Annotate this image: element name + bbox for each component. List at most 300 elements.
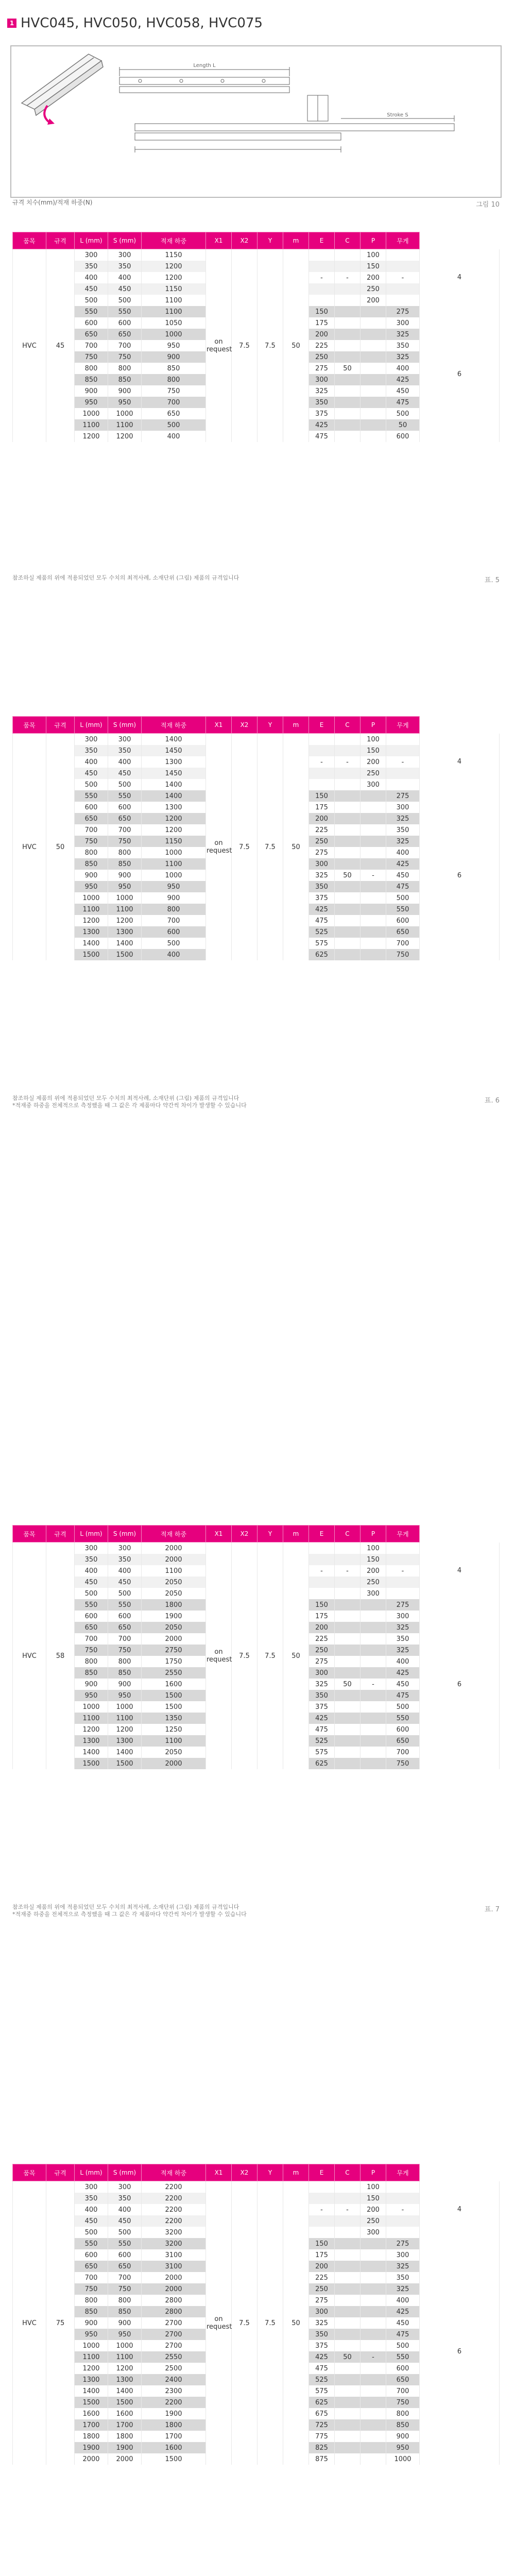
cell-value xyxy=(360,2272,386,2283)
column-header: C xyxy=(335,2164,360,2181)
cell-unit_note: on request xyxy=(206,1543,232,1770)
cell-value: - xyxy=(360,870,386,881)
cell-value: 950 xyxy=(75,1690,108,1701)
cell-value xyxy=(360,2442,386,2453)
cell-value: - xyxy=(386,272,420,283)
cell-value: 1100 xyxy=(108,419,142,431)
cell-load: 900 xyxy=(142,892,206,904)
column-header: C xyxy=(335,717,360,734)
cell-value: 50 xyxy=(386,419,420,431)
column-header: E xyxy=(309,717,335,734)
cell-value: 725 xyxy=(309,2419,335,2431)
cell-value: 275 xyxy=(386,790,420,802)
cell-value: 500 xyxy=(108,2227,142,2238)
cell-value xyxy=(309,283,335,295)
cell-value: 150 xyxy=(360,745,386,756)
cell-value: 450 xyxy=(108,1577,142,1588)
cell-value xyxy=(360,329,386,340)
cell-value: - xyxy=(360,2351,386,2363)
table-row xyxy=(13,734,500,745)
cell-value: 575 xyxy=(309,938,335,949)
cell-unit_note: on request xyxy=(206,249,232,443)
cell-value: 1500 xyxy=(108,949,142,960)
cell-value: 50 xyxy=(335,870,360,881)
cell-value: 450 xyxy=(75,768,108,779)
cell-value xyxy=(335,1588,360,1599)
cell-weight: 6 xyxy=(420,790,500,960)
cell-value xyxy=(335,397,360,408)
cell-value: 375 xyxy=(309,892,335,904)
cell-value xyxy=(335,858,360,870)
cell-value: 450 xyxy=(386,1679,420,1690)
column-header: 품목 xyxy=(13,232,46,249)
cell-value: 475 xyxy=(386,881,420,892)
cell-value xyxy=(360,892,386,904)
cell-value xyxy=(335,790,360,802)
cell-value: 1000 xyxy=(108,408,142,419)
cell-load: 1100 xyxy=(142,1735,206,1747)
cell-value: 1200 xyxy=(75,915,108,926)
cell-value: 300 xyxy=(386,802,420,813)
cell-load: 950 xyxy=(142,340,206,351)
cell-value: 350 xyxy=(386,824,420,836)
cell-value: 700 xyxy=(108,340,142,351)
cell-value: 950 xyxy=(386,2442,420,2453)
cell-value: 1100 xyxy=(75,1713,108,1724)
cell-load: 850 xyxy=(142,363,206,374)
cell-value: 350 xyxy=(108,2193,142,2204)
cell-value xyxy=(335,892,360,904)
cell-value xyxy=(309,2193,335,2204)
cell-value: 500 xyxy=(108,779,142,790)
cell-weight: 4 xyxy=(420,249,500,307)
cell-value: - xyxy=(309,2204,335,2215)
table-number: 표. 7 xyxy=(484,1906,500,1913)
cell-value: - xyxy=(386,756,420,768)
cell-value xyxy=(360,915,386,926)
cell-value: 650 xyxy=(108,1622,142,1633)
cell-value: 1400 xyxy=(75,938,108,949)
cell-value: 450 xyxy=(75,2215,108,2227)
cell-value xyxy=(335,385,360,397)
cell-load: 1100 xyxy=(142,1565,206,1577)
cell-value: 200 xyxy=(360,756,386,768)
cell-value xyxy=(335,2181,360,2193)
cell-value xyxy=(360,926,386,938)
cell-value: 350 xyxy=(386,2272,420,2283)
cell-value xyxy=(335,2329,360,2340)
cell-value: 250 xyxy=(360,1577,386,1588)
cell-load: 2000 xyxy=(142,2283,206,2295)
cell-value xyxy=(386,768,420,779)
cell-value: 475 xyxy=(309,915,335,926)
cell-value: 750 xyxy=(108,351,142,363)
cell-value: 1700 xyxy=(75,2419,108,2431)
cell-value xyxy=(360,1622,386,1633)
cell-value: 2000 xyxy=(108,2453,142,2465)
cell-unit_note: on request xyxy=(206,2181,232,2465)
cell-value: - xyxy=(309,756,335,768)
cell-value xyxy=(335,768,360,779)
cell-value: 1400 xyxy=(108,2385,142,2397)
column-header: 적재 하중 xyxy=(142,2164,206,2181)
cell-value xyxy=(335,374,360,385)
cell-load: 2700 xyxy=(142,2340,206,2351)
cell-value: 250 xyxy=(309,2283,335,2295)
cell-value: 1000 xyxy=(386,2453,420,2465)
cell-value xyxy=(335,1554,360,1565)
cell-value: 100 xyxy=(360,1543,386,1554)
cell-value: 1400 xyxy=(75,1747,108,1758)
column-header: 품목 xyxy=(13,717,46,734)
cell-value: 700 xyxy=(75,2272,108,2283)
cell-value: 500 xyxy=(386,1701,420,1713)
cell-value: 750 xyxy=(75,1645,108,1656)
cell-weight: 4 xyxy=(420,734,500,791)
column-header: 무게 xyxy=(386,232,420,249)
cell-value: 550 xyxy=(386,904,420,915)
cell-value: 425 xyxy=(309,1713,335,1724)
cell-value: 900 xyxy=(108,385,142,397)
cell-value xyxy=(360,2317,386,2329)
cell-value xyxy=(335,836,360,847)
cell-value: 300 xyxy=(309,858,335,870)
spec-table-hvc050 xyxy=(12,716,500,960)
column-header: 적재 하중 xyxy=(142,717,206,734)
cell-value xyxy=(335,734,360,745)
cell-value: 200 xyxy=(360,2204,386,2215)
cell-value: - xyxy=(335,756,360,768)
cell-value: 500 xyxy=(386,408,420,419)
cell-load: 1800 xyxy=(142,2419,206,2431)
table-footnote: 참조하실 제품의 위에 적용되었던 모두 수치의 최적사례, 소재단위 (그림) 제품의 규격입니다 xyxy=(12,574,239,581)
cell-value xyxy=(360,836,386,847)
cell-value: 650 xyxy=(386,2374,420,2385)
cell-load: 1350 xyxy=(142,1713,206,1724)
cell-value: 175 xyxy=(309,1611,335,1622)
cell-value: 300 xyxy=(75,734,108,745)
section-title: HVC045, HVC050, HVC058, HVC075 xyxy=(21,15,263,31)
cell-value: 900 xyxy=(75,870,108,881)
cell-value xyxy=(309,2215,335,2227)
cell-value: 700 xyxy=(108,824,142,836)
cell-value xyxy=(360,2261,386,2272)
cell-value: 375 xyxy=(309,2340,335,2351)
cell-value: 275 xyxy=(386,1599,420,1611)
cell-value xyxy=(360,2419,386,2431)
column-header: X1 xyxy=(206,717,232,734)
cell-value: 450 xyxy=(75,1577,108,1588)
cell-value: 1400 xyxy=(75,2385,108,2397)
cell-value xyxy=(335,340,360,351)
cell-value: 1100 xyxy=(75,419,108,431)
cell-value: 800 xyxy=(75,1656,108,1667)
cell-value: 200 xyxy=(360,295,386,306)
cell-value: 450 xyxy=(108,768,142,779)
cell-load: 2050 xyxy=(142,1622,206,1633)
cell-value: 1300 xyxy=(75,926,108,938)
cell-load: 1400 xyxy=(142,734,206,745)
cell-value xyxy=(335,915,360,926)
column-header: Y xyxy=(258,232,283,249)
cell-value: 150 xyxy=(360,2193,386,2204)
cell-value: 800 xyxy=(386,2408,420,2419)
cell-value: 1100 xyxy=(108,2351,142,2363)
cell-value: 525 xyxy=(309,1735,335,1747)
cell-value: 1200 xyxy=(108,915,142,926)
cell-load: 3100 xyxy=(142,2261,206,2272)
cell-value xyxy=(386,283,420,295)
cell-value xyxy=(335,1701,360,1713)
figure-number: 그림 10 xyxy=(476,201,500,209)
column-header: E xyxy=(309,1526,335,1543)
cell-value: 475 xyxy=(386,1690,420,1701)
cell-value xyxy=(309,2227,335,2238)
column-header: X2 xyxy=(232,717,258,734)
cell-load: 2000 xyxy=(142,1758,206,1769)
cell-value xyxy=(360,397,386,408)
cell-value: 700 xyxy=(75,824,108,836)
cell-value: 1400 xyxy=(108,1747,142,1758)
cell-value xyxy=(360,385,386,397)
column-header: S (mm) xyxy=(108,1526,142,1543)
cell-value xyxy=(360,419,386,431)
cell-value xyxy=(360,1656,386,1667)
cell-load: 2800 xyxy=(142,2306,206,2317)
cell-value xyxy=(335,2340,360,2351)
cell-value: - xyxy=(335,272,360,283)
cell-load: 2550 xyxy=(142,2351,206,2363)
cell-value: 850 xyxy=(75,858,108,870)
cell-value xyxy=(335,1690,360,1701)
cell-value: 500 xyxy=(75,1588,108,1599)
cell-load: 600 xyxy=(142,926,206,938)
cell-value: 1400 xyxy=(108,938,142,949)
cell-value xyxy=(360,847,386,858)
cell-code: HVC xyxy=(13,1543,46,1770)
cell-value xyxy=(335,813,360,824)
cell-value: 1300 xyxy=(75,2374,108,2385)
cell-value xyxy=(386,1543,420,1554)
cell-value: 850 xyxy=(386,2419,420,2431)
cell-value xyxy=(386,2181,420,2193)
cell-value xyxy=(360,1690,386,1701)
cell-value: 325 xyxy=(386,2283,420,2295)
section-header-hvc-series xyxy=(7,15,263,31)
cell-load: 1150 xyxy=(142,249,206,261)
cell-y: 50 xyxy=(283,249,309,443)
cell-value: 700 xyxy=(386,938,420,949)
cell-value: 300 xyxy=(75,2181,108,2193)
cell-value: 350 xyxy=(108,261,142,272)
cell-value: - xyxy=(309,1565,335,1577)
cell-value xyxy=(335,408,360,419)
cell-value: 250 xyxy=(309,1645,335,1656)
cell-value xyxy=(360,824,386,836)
cell-value: 600 xyxy=(108,317,142,329)
cell-value: 1700 xyxy=(108,2419,142,2431)
cell-value: 300 xyxy=(75,249,108,261)
cell-load: 3200 xyxy=(142,2227,206,2238)
cell-value xyxy=(335,2295,360,2306)
cell-value xyxy=(360,813,386,824)
column-header: X2 xyxy=(232,2164,258,2181)
cell-value: 1000 xyxy=(108,892,142,904)
cell-value xyxy=(360,938,386,949)
cell-load: 1450 xyxy=(142,768,206,779)
cell-value: 425 xyxy=(309,419,335,431)
cell-value xyxy=(360,374,386,385)
cell-value: 550 xyxy=(75,2238,108,2249)
cell-value xyxy=(360,351,386,363)
cell-value: 1300 xyxy=(108,926,142,938)
cell-load: 2700 xyxy=(142,2329,206,2340)
column-header: 규격 xyxy=(46,2164,75,2181)
cell-value: 775 xyxy=(309,2431,335,2442)
cell-load: 3200 xyxy=(142,2238,206,2249)
column-header: 무게 xyxy=(386,1526,420,1543)
cell-value: 600 xyxy=(75,802,108,813)
cell-value: - xyxy=(386,2204,420,2215)
cell-value xyxy=(335,1724,360,1735)
cell-value xyxy=(335,2385,360,2397)
cell-value xyxy=(309,745,335,756)
cell-value xyxy=(360,2385,386,2397)
cell-value xyxy=(360,1713,386,1724)
cell-value: 700 xyxy=(108,2272,142,2283)
cell-value: 400 xyxy=(108,756,142,768)
cell-value xyxy=(360,1724,386,1735)
cell-value xyxy=(360,2408,386,2419)
cell-value: 625 xyxy=(309,1758,335,1769)
cell-value: 50 xyxy=(335,2351,360,2363)
cell-value: - xyxy=(335,1565,360,1577)
cell-value xyxy=(335,419,360,431)
column-header: 무게 xyxy=(386,2164,420,2181)
cell-value: 300 xyxy=(108,734,142,745)
cell-value xyxy=(335,1611,360,1622)
cell-value xyxy=(386,261,420,272)
column-header: X1 xyxy=(206,232,232,249)
cell-load: 1250 xyxy=(142,1724,206,1735)
cell-value: 350 xyxy=(309,2329,335,2340)
cell-value xyxy=(335,2419,360,2431)
column-header: S (mm) xyxy=(108,232,142,249)
cell-value xyxy=(335,1633,360,1645)
cell-value: 850 xyxy=(75,1667,108,1679)
cell-value: 500 xyxy=(386,2340,420,2351)
cell-value: 1600 xyxy=(75,2408,108,2419)
cell-load: 1750 xyxy=(142,1656,206,1667)
cell-value: 950 xyxy=(75,881,108,892)
cell-value: 100 xyxy=(360,2181,386,2193)
cell-value: 400 xyxy=(386,1656,420,1667)
cell-value xyxy=(309,1577,335,1588)
table-footnote-2: *적재중 하중을 전체적으로 측정했을 때 그 값은 각 제품마다 약간씩 차이가 발생할 수 있습니다 xyxy=(12,1102,247,1109)
cell-size: 58 xyxy=(46,1543,75,1770)
cell-value xyxy=(335,2193,360,2204)
cell-value: 375 xyxy=(309,1701,335,1713)
cell-y: 50 xyxy=(283,1543,309,1770)
column-header: m xyxy=(283,1526,309,1543)
cell-value: 1100 xyxy=(75,2351,108,2363)
cell-value xyxy=(335,2453,360,2465)
cell-value: 900 xyxy=(108,870,142,881)
cell-value xyxy=(386,734,420,745)
cell-load: 2200 xyxy=(142,2193,206,2204)
column-header: X2 xyxy=(232,232,258,249)
cell-value xyxy=(360,306,386,317)
cell-value xyxy=(360,1645,386,1656)
column-header: P xyxy=(360,232,386,249)
cell-value: 500 xyxy=(75,2227,108,2238)
cell-value: 550 xyxy=(75,790,108,802)
cell-load: 1600 xyxy=(142,2442,206,2453)
cell-value: 275 xyxy=(309,1656,335,1667)
cell-load: 2000 xyxy=(142,1543,206,1554)
cell-value: 650 xyxy=(386,926,420,938)
cell-value: 375 xyxy=(309,408,335,419)
cell-value: 875 xyxy=(309,2453,335,2465)
cell-value xyxy=(335,1713,360,1724)
cell-value xyxy=(309,1588,335,1599)
cell-value: 225 xyxy=(309,824,335,836)
cell-value: 325 xyxy=(386,2261,420,2272)
column-header: X1 xyxy=(206,1526,232,1543)
cell-value: 950 xyxy=(75,2329,108,2340)
cell-load: 2550 xyxy=(142,1667,206,1679)
cell-value: 1200 xyxy=(108,431,142,442)
column-header: S (mm) xyxy=(108,2164,142,2181)
cell-value: 500 xyxy=(108,295,142,306)
cell-value: 150 xyxy=(309,1599,335,1611)
cell-value: 325 xyxy=(386,351,420,363)
cell-value: 325 xyxy=(309,870,335,881)
cell-value: 150 xyxy=(309,306,335,317)
spec-table-hvc075 xyxy=(12,2164,500,2465)
cell-value: 475 xyxy=(309,431,335,442)
cell-value xyxy=(360,1599,386,1611)
cell-value: 350 xyxy=(309,397,335,408)
cell-value: 350 xyxy=(75,745,108,756)
cell-load: 1300 xyxy=(142,756,206,768)
cell-unit_note: on request xyxy=(206,734,232,961)
cell-value: 275 xyxy=(309,847,335,858)
cell-value: - xyxy=(360,1679,386,1690)
cell-value: 950 xyxy=(108,881,142,892)
cell-load: 500 xyxy=(142,419,206,431)
cell-value: 550 xyxy=(108,2238,142,2249)
spec-table-hvc045 xyxy=(12,232,500,442)
cell-value xyxy=(386,295,420,306)
cell-value: 1100 xyxy=(75,904,108,915)
cell-value xyxy=(335,1543,360,1554)
cell-value: 950 xyxy=(108,1690,142,1701)
cell-value: 600 xyxy=(108,802,142,813)
cell-weight: 6 xyxy=(420,1599,500,1769)
cell-value: 600 xyxy=(108,1611,142,1622)
cell-value: 425 xyxy=(386,858,420,870)
cell-value xyxy=(360,408,386,419)
cell-value: 550 xyxy=(386,2351,420,2363)
cell-value: 300 xyxy=(108,1543,142,1554)
cell-value: 350 xyxy=(386,340,420,351)
cell-value xyxy=(335,1667,360,1679)
cell-value: 325 xyxy=(386,813,420,824)
cell-value: 400 xyxy=(108,272,142,283)
cell-value xyxy=(335,745,360,756)
cell-value: 475 xyxy=(386,2329,420,2340)
